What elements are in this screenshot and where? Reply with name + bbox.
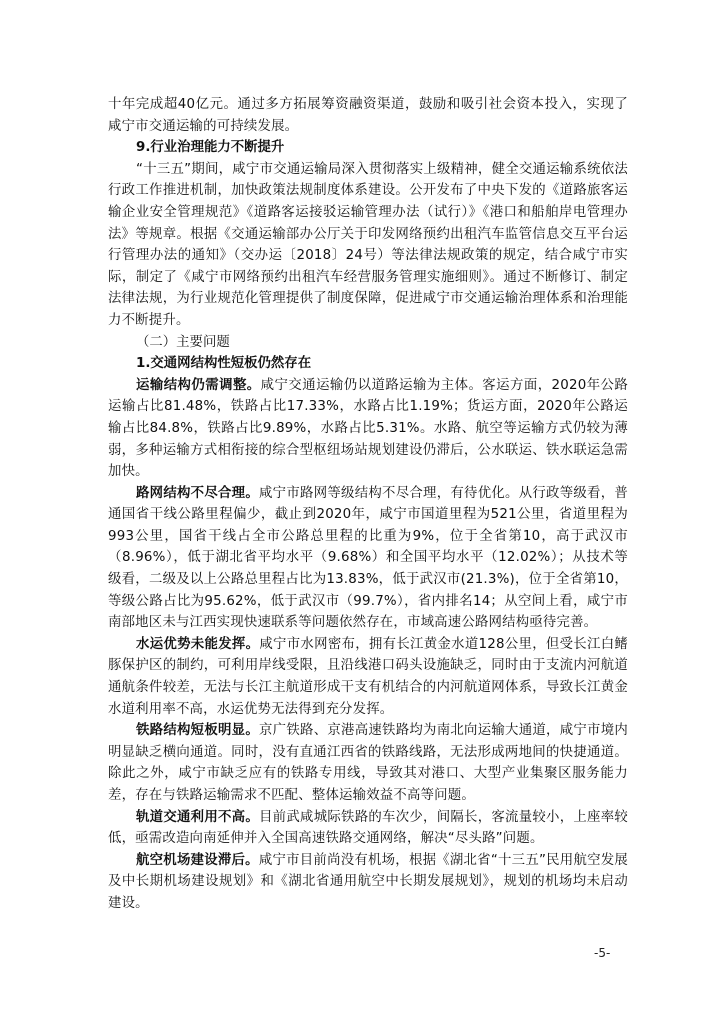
paragraph-transport-structure [108, 375, 628, 483]
body-road-network: 咸宁市路网等级结构不尽合理，有待优化。从行政等级看，普通国省干线公路里程偏少，截止到2020年，咸宁市国道里程为521公里，省道里程为993公里，国省干线占全市公路总里程的比重为9%，位于全省第10，高于武汉市（8.96%），低于湖北省平均水平（9.68%）和全国平均水平（12.02%）；从技术等级看，二级及以上公路总里程占比为13.83%，低于武汉市(21.3%)，位于全省第10，等级公路占比为95.62%，低于武汉市（99.7%），省内排名14；从空间上看，咸宁市南部地区未与江西实现快速联系等问题依然存在，市域高速公路网结构亟待完善。 [108, 485, 628, 631]
section-heading-main-problems: （二）主要问题 [136, 334, 230, 350]
heading-network-shortcomings: 1.交通网结构性短板仍然存在 [136, 356, 312, 372]
body-transport-structure: 咸宁交通运输仍以道路运输为主体。客运方面，2020年公路运输占比81.48%，铁路占比17.33%，水路占比1.19%；货运方面，2020年公路运输占比84.8%，铁路占比9.89%，水路占比5.31%。水路、航空等运输方式仍较为薄弱，多种运输方式相衔接的综合型枢纽场站规划建设仍滞后，公水联运、铁水联运急需加快。 [108, 377, 628, 480]
document-page [108, 94, 628, 915]
lead-water-transport: 水运优势未能发挥。 [136, 636, 260, 652]
heading-governance: 9.行业治理能力不断提升 [136, 140, 285, 156]
body-rail-transit: 目前武咸城际铁路的车次少，间隔长，客流量较小，上座率较低，亟需改造向南延伸并入全国高速铁路交通网络，解决“尽头路”问题。 [108, 809, 628, 847]
lead-road-network: 路网结构不尽合理。 [136, 485, 260, 501]
paragraph-rail-transit [108, 807, 628, 850]
lead-airport: 航空机场建设滞后。 [136, 852, 259, 868]
lead-railway: 铁路结构短板明显。 [136, 723, 260, 739]
page-number: -5- [594, 946, 611, 960]
lead-transport-structure: 运输结构仍需调整。 [136, 377, 261, 393]
body-water-transport: 咸宁市水网密布，拥有长江黄金水道128公里，但受长江白鳍豚保护区的制约，可利用岸线受限，且沿线港口码头设施缺乏，同时由于支流内河航道通航条件较差，无法与长江主航道形成干支有机结合的内河航道网体系，导致长江黄金水道利用率不高，水运优势无法得到充分发挥。 [108, 636, 628, 717]
paragraph-water-transport [108, 634, 628, 720]
body-airport: 咸宁市目前尚没有机场，根据《湖北省“十三五”民用航空发展及中长期机场建设规划》和《湖北省通用航空中长期发展规划》，规划的机场均未启动建设。 [108, 852, 628, 911]
paragraph-governance: “十三五”期间，咸宁市交通运输局深入贯彻落实上级精神，健全交通运输系统依法行政工作推进机制，加快政策法规制度体系建设。公开发布了中央下发的《道路旅客运输企业安全管理规范》《道路客运接驳运输管理办法（试行）》《港口和船舶岸电管理办法》等规章。根据《交通运输部办公厅关于印发网络预约出租汽车监管信息交互平台运行管理办法的通知》（交办运〔2018〕24号）等法律法规政策的规定，结合咸宁市实际，制定了《咸宁市网络预约出租汽车经营服务管理实施细则》。通过不断修订、制定法律法规，为行业规范化管理提供了制度保障，促进咸宁市交通运输治理体系和治理能力不断提升。 [108, 161, 628, 328]
lead-rail-transit: 轨道交通利用不高。 [136, 809, 260, 825]
paragraph-road-network [108, 483, 628, 634]
paragraph-funding: 十年完成超40亿元。通过多方拓展筹资融资渠道，鼓励和吸引社会资本投入，实现了咸宁市交通运输的可持续发展。 [108, 97, 628, 134]
body-railway: 京广铁路、京港高速铁路均为南北向运输大通道，咸宁市境内明显缺乏横向通道。同时，没有直通江西省的铁路线路，无法形成两地间的快捷通道。除此之外，咸宁市缺乏应有的铁路专用线，导致其对港口、大型产业集聚区服务能力差，存在与铁路运输需求不匹配、整体运输效益不高等问题。 [108, 723, 628, 803]
paragraph-airport [108, 850, 628, 915]
paragraph-railway [108, 720, 628, 806]
